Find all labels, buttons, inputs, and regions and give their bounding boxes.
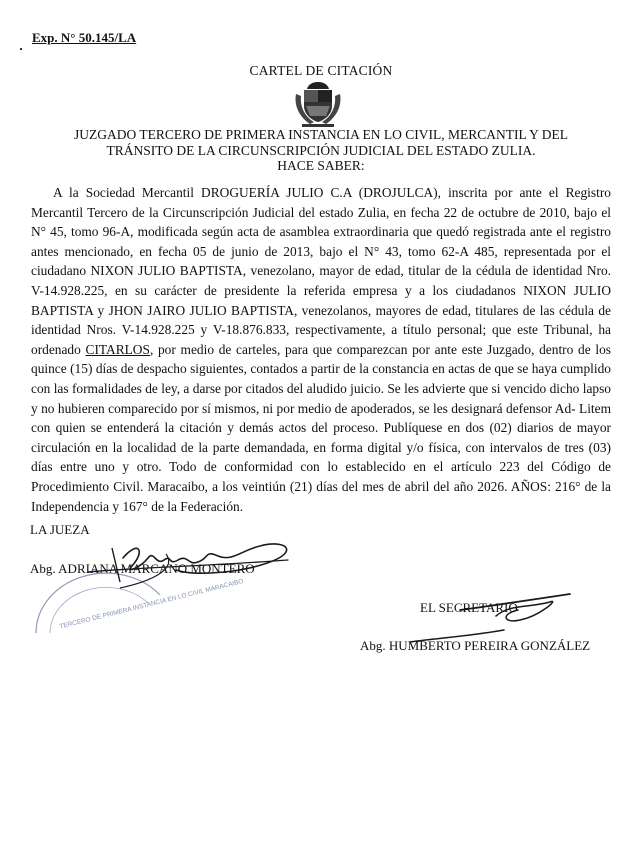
citarlos-underlined: CITARLOS — [85, 341, 150, 357]
document-title: CARTEL DE CITACIÓN — [249, 63, 393, 78]
coat-of-arms-icon — [292, 80, 344, 128]
body-part-2: , por medio de carteles, para que comparezcan por ante este Juzgado, dentro de los quince (15) días de despacho siguientes, contados a partir de la constancia en actas de que se haya cumplido con las formalidades de ley, a darse por citados del aludido juicio. Se les advierte que si vencido dicho lapso y no hubieren comparecido por sí mismos, ni por medio de apoderados, se les designará defensor Ad- Litem con quien se entenderá la citación y demás actos del proceso. Publíquese en dos (02) diarios de mayor circulación en la localidad de la parte demandada, en forma digital y/o física, con intervalos de tres (03) días entre uno y otro. Todo de conformidad con lo establecido en el artículo 223 del Código de Procedimiento Civil. Maracaibo, a los veintiún (21) días del mes de abril del año 2026. AÑOS: 216° de la Independencia y 167° de la Federación. — [31, 341, 611, 514]
judge-name: Abg. ADRIANA MARCANO MONTERO — [30, 561, 255, 576]
speck — [20, 48, 22, 50]
court-line-2: TRÁNSITO DE LA CIRCUNSCRIPCIÓN JUDICIAL DEL ESTADO ZULIA. — [106, 142, 536, 158]
citation-body — [31, 183, 611, 516]
court-line-1: JUZGADO TERCERO DE PRIMERA INSTANCIA EN LO CIVIL, MERCANTIL Y DEL — [73, 127, 569, 142]
secretary-name: Abg. HUMBERTO PEREIRA GONZÁLEZ — [360, 638, 591, 653]
judge-title: LA JUEZA — [30, 522, 90, 537]
secretary-title: EL SECRETARIO — [420, 600, 518, 615]
court-heading — [40, 127, 602, 174]
expediente-number: Exp. N° 50.145/LA — [32, 30, 137, 45]
hace-saber: HACE SABER: — [277, 158, 365, 173]
stamp-text: TERCERO DE PRIMERA INSTANCIA EN LO CIVIL MARACAIBO — [58, 577, 245, 631]
judge-signature — [28, 520, 318, 630]
body-part-1: A la Sociedad Mercantil DROGUERÍA JULIO C.A (DROJULCA), inscrita por ante el Registro Mercantil Tercero de la Circunscripción Judicial del estado Zulia, en fecha 22 de octubre de 2010, bajo el N° 45, tomo 96-A, modificada según acta de asamblea extraordinaria que quedó registrada ante el registro antes mencionado, en fecha 05 de junio de 2013, bajo el N° 43, tomo 62-A 485, representada por el ciudadano NIXON JULIO BAPTISTA, venezolano, mayor de edad, titular de la cédula de identidad Nro. V-14.928.225, en su carácter de presidente la referida empresa y a los ciudadanos NIXON JULIO BAPTISTA y JHON JAIRO JULIO BAPTISTA, venezolanos, mayores de edad, titulares de las cédula de identidad Nros. V-14.928.225 y V-18.876.833, respectivamente, a título personal; que este Tribunal, ha ordenado — [31, 185, 611, 357]
secretary-signature — [400, 586, 600, 656]
